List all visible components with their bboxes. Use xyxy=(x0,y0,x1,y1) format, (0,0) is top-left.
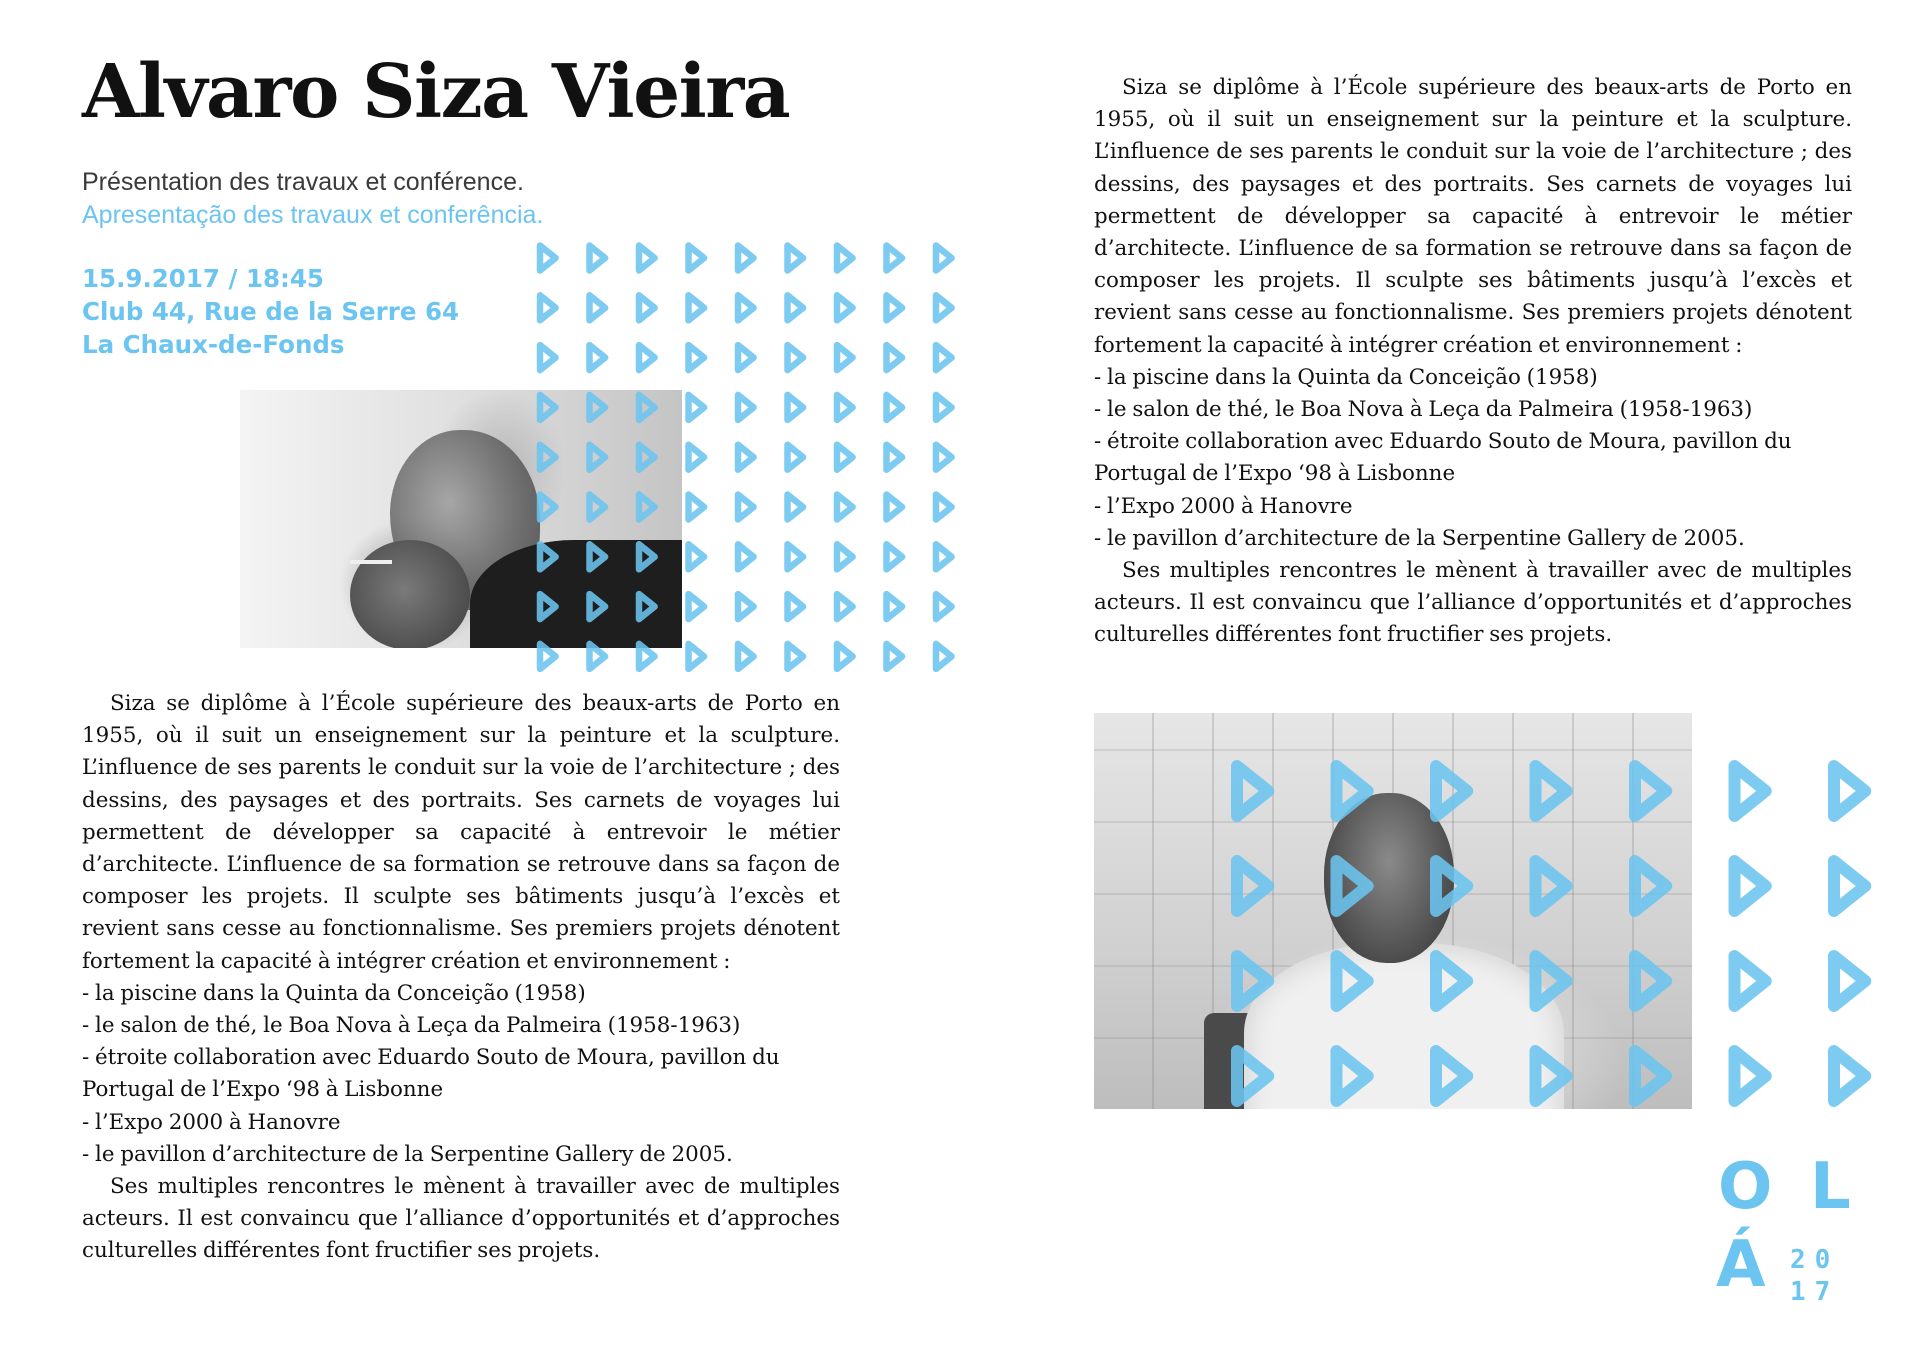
play-triangle-icon xyxy=(887,594,903,619)
event-city: La Chaux-de-Fonds xyxy=(82,330,345,359)
portrait-photo-smoking xyxy=(240,390,682,648)
play-triangle-icon xyxy=(788,495,804,520)
list-item: - la piscine dans la Quinta da Conceição (1958) xyxy=(82,980,586,1006)
play-triangle-icon xyxy=(936,644,952,669)
photo-figure-head xyxy=(1324,793,1454,963)
play-triangle-icon xyxy=(837,495,853,520)
play-triangle-icon xyxy=(590,246,606,271)
logo-year-bottom: 17 xyxy=(1790,1277,1840,1307)
event-datetime: 15.9.2017 / 18:45 xyxy=(82,264,324,293)
play-triangle-icon xyxy=(936,594,952,619)
play-triangle-icon xyxy=(1834,1051,1865,1101)
biography-paragraph-2: Ses multiples rencontres le mènent à travailler avec de multiples acteurs. Il est convaincu que l’alliance d’opportunités et d’approches culturelles différentes font fructifier ses projets. xyxy=(82,1174,840,1264)
biography-paragraph-1: Siza se diplôme à l’École supérieure des beaux-arts de Porto en 1955, où il suit un enseignement sur la peinture et la sculpture. L’influence de ses parents le conduit sur la voie de l’architecture ; des dessins, des paysages et des portraits. Ses carnets de voyages lui permettent de développer sa capacité à entrevoir le métier d’architecte. L’influence de sa formation se retrouve dans sa façon de composer les projets. Il sculpte ses bâtiments jusqu’à l’excès et revient sans cesse au fonctionnalisme. Ses premiers projets dénotent fortement la capacité à intégrer création et environnement : xyxy=(1094,75,1852,358)
play-triangle-icon xyxy=(936,544,952,569)
event-venue: Club 44, Rue de la Serre 64 xyxy=(82,297,460,326)
photo-figure-shirt xyxy=(1244,943,1564,1109)
page-title: Alvaro Siza Vieira xyxy=(82,49,790,135)
play-triangle-icon xyxy=(837,644,853,669)
play-triangle-icon xyxy=(689,644,705,669)
play-triangle-icon xyxy=(738,495,754,520)
play-triangle-icon xyxy=(738,345,754,370)
ola-2017-logo xyxy=(1714,1150,1874,1307)
play-triangle-icon xyxy=(738,594,754,619)
play-triangle-icon xyxy=(788,295,804,320)
logo-letter-a: Á xyxy=(1716,1228,1766,1302)
play-triangle-icon xyxy=(788,345,804,370)
biography-paragraph-2: Ses multiples rencontres le mènent à travailler avec de multiples acteurs. Il est convaincu que l’alliance d’opportunités et d’approches culturelles différentes font fructifier ses projets. xyxy=(1094,558,1852,648)
play-triangle-icon xyxy=(738,246,754,271)
list-item: - l’Expo 2000 à Hanovre xyxy=(1094,493,1353,519)
play-triangle-icon xyxy=(738,544,754,569)
logo-year-top: 20 xyxy=(1790,1245,1840,1275)
play-triangle-icon xyxy=(837,594,853,619)
play-triangle-icon xyxy=(887,544,903,569)
play-triangle-icon xyxy=(936,345,952,370)
biography-text-right xyxy=(1094,72,1852,652)
play-triangle-icon xyxy=(1834,766,1865,816)
play-triangle-icon xyxy=(837,295,853,320)
play-triangle-icon xyxy=(689,345,705,370)
play-triangle-icon xyxy=(540,246,556,271)
biography-text-left xyxy=(82,688,840,1268)
play-triangle-icon xyxy=(936,495,952,520)
play-triangle-icon xyxy=(540,345,556,370)
play-triangle-icon xyxy=(1735,766,1766,816)
portrait-photo-studio xyxy=(1094,713,1692,1109)
play-triangle-icon xyxy=(788,594,804,619)
play-triangle-icon xyxy=(887,445,903,470)
play-triangle-icon xyxy=(887,644,903,669)
play-triangle-icon xyxy=(1834,861,1865,911)
play-triangle-icon xyxy=(540,295,556,320)
play-triangle-icon xyxy=(639,345,655,370)
play-triangle-icon xyxy=(738,644,754,669)
play-triangle-icon xyxy=(887,295,903,320)
play-triangle-icon xyxy=(590,295,606,320)
play-triangle-icon xyxy=(887,495,903,520)
play-triangle-icon xyxy=(788,544,804,569)
play-triangle-icon xyxy=(936,295,952,320)
play-triangle-icon xyxy=(788,246,804,271)
play-triangle-icon xyxy=(788,395,804,420)
logo-letter-l: L xyxy=(1810,1150,1851,1224)
play-triangle-icon xyxy=(1735,956,1766,1006)
project-list xyxy=(82,978,840,1171)
play-triangle-icon xyxy=(1735,1051,1766,1101)
play-triangle-icon xyxy=(887,345,903,370)
event-info xyxy=(82,262,459,361)
play-triangle-icon xyxy=(936,445,952,470)
list-item: - le pavillon d’architecture de la Serpentine Gallery de 2005. xyxy=(1094,525,1745,551)
play-triangle-icon xyxy=(738,395,754,420)
play-triangle-icon xyxy=(936,246,952,271)
play-triangle-icon xyxy=(837,445,853,470)
logo-letter-o: O xyxy=(1718,1150,1773,1224)
list-item: - le salon de thé, le Boa Nova à Leça da Palmeira (1958-1963) xyxy=(82,1013,741,1039)
play-triangle-icon xyxy=(1735,861,1766,911)
play-triangle-icon xyxy=(887,246,903,271)
play-triangle-icon xyxy=(936,395,952,420)
list-item: - l’Expo 2000 à Hanovre xyxy=(82,1109,341,1135)
play-triangle-icon xyxy=(689,594,705,619)
play-triangle-icon xyxy=(738,445,754,470)
play-triangle-icon xyxy=(837,345,853,370)
play-triangle-icon xyxy=(689,495,705,520)
play-triangle-icon xyxy=(689,246,705,271)
play-triangle-icon xyxy=(639,295,655,320)
play-triangle-icon xyxy=(788,644,804,669)
play-triangle-icon xyxy=(887,395,903,420)
photo-cigarette xyxy=(350,560,392,564)
play-triangle-icon xyxy=(837,395,853,420)
project-list xyxy=(1094,362,1852,555)
play-triangle-icon xyxy=(837,544,853,569)
list-item: - le pavillon d’architecture de la Serpentine Gallery de 2005. xyxy=(82,1141,733,1167)
play-triangle-icon xyxy=(788,445,804,470)
play-triangle-icon xyxy=(689,544,705,569)
play-triangle-icon xyxy=(590,345,606,370)
play-triangle-icon xyxy=(738,295,754,320)
play-triangle-icon xyxy=(1834,956,1865,1006)
photo-figure-hand xyxy=(350,540,470,648)
play-triangle-icon xyxy=(689,395,705,420)
subtitle-french: Présentation des travaux et conférence. xyxy=(82,168,524,196)
play-triangle-icon xyxy=(639,246,655,271)
list-item: - étroite collaboration avec Eduardo Souto de Moura, pavillon du Portugal de l’Expo ‘98 à Lisbonne xyxy=(1094,429,1792,487)
play-triangle-icon xyxy=(689,445,705,470)
play-triangle-icon xyxy=(689,295,705,320)
list-item: - le salon de thé, le Boa Nova à Leça da Palmeira (1958-1963) xyxy=(1094,397,1753,423)
biography-paragraph-1: Siza se diplôme à l’École supérieure des beaux-arts de Porto en 1955, où il suit un enseignement sur la peinture et la sculpture. L’influence de ses parents le conduit sur la voie de l’architecture ; des dessins, des paysages et des portraits. Ses carnets de voyages lui permettent de développer sa capacité à entrevoir le métier d’architecte. L’influence de sa formation se retrouve dans sa façon de composer les projets. Il sculpte ses bâtiments jusqu’à l’excès et revient sans cesse au fonctionnalisme. Ses premiers projets dénotent fortement la capacité à intégrer création et environnement : xyxy=(82,691,840,974)
list-item: - étroite collaboration avec Eduardo Souto de Moura, pavillon du Portugal de l’Expo ‘98 à Lisbonne xyxy=(82,1045,780,1103)
subtitle-portuguese: Apresentação des travaux et conferência. xyxy=(82,201,544,229)
play-triangle-icon xyxy=(837,246,853,271)
list-item: - la piscine dans la Quinta da Conceição (1958) xyxy=(1094,364,1598,390)
